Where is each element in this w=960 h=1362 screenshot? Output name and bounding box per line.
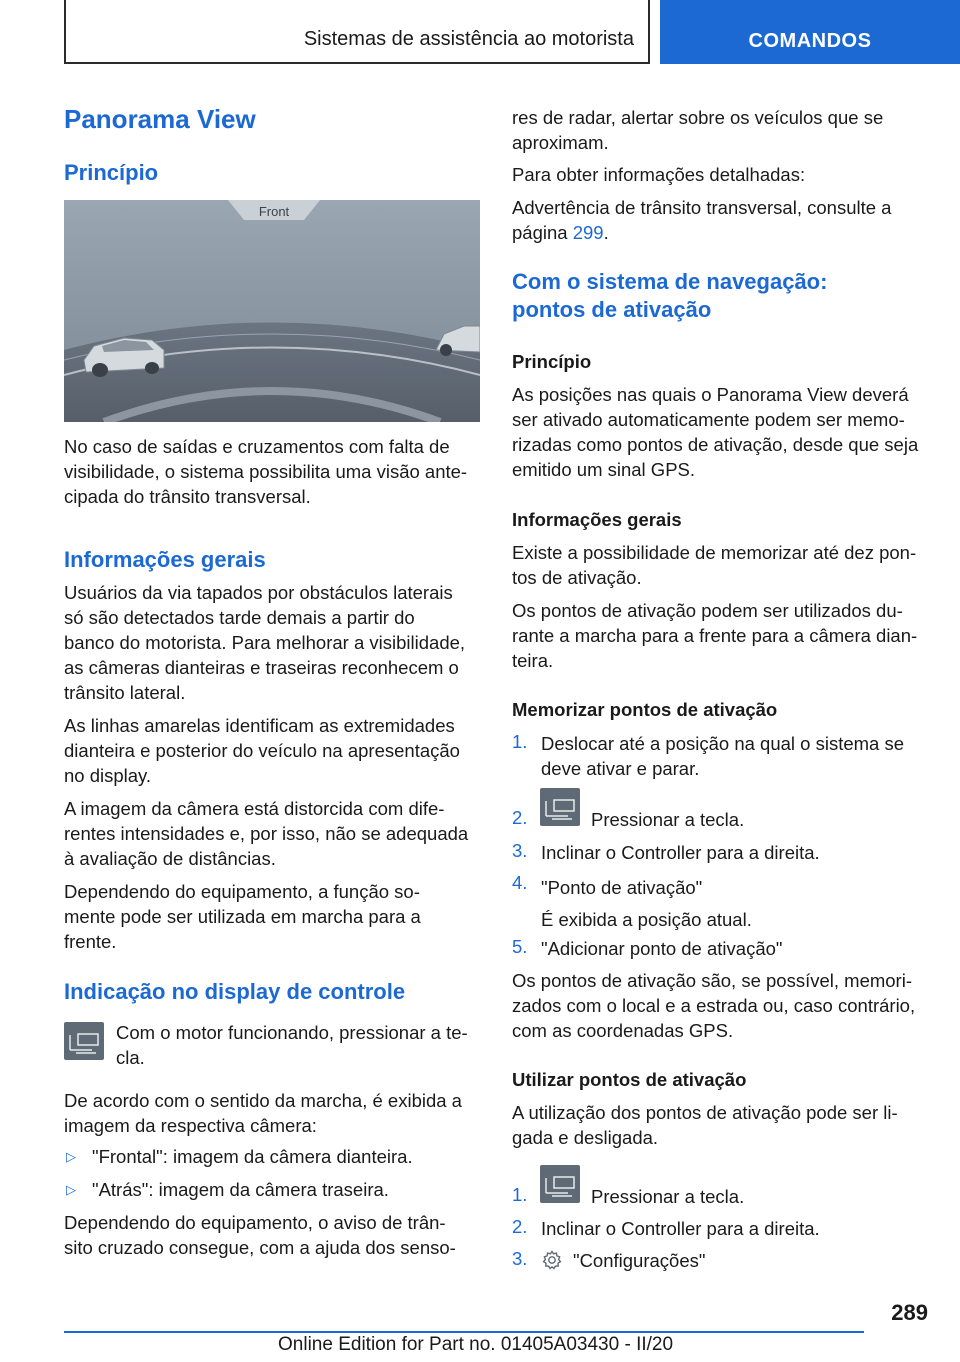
display-p2: Dependendo do equipamento, o aviso de trân‐ sito cruzado consegue, com a ajuda dos senso‐ [64,1212,456,1258]
page-title: Panorama View [64,104,256,134]
nav-principle-text: As posições nas quais o Panorama View deverá ser ativado automaticamente podem ser memo‐ rizadas como pontos de ativação, desde que seja emitido um sinal GPS. [512,384,919,480]
step-number: 1. [512,731,528,752]
display-p1: De acordo com o sentido da marcha, é exibida a imagem da respectiva câmera: [64,1090,462,1136]
store-after-text: Os pontos de ativação são, se possível, memori‐ zados com o local e a estrada ou, caso contrário, com as coordenadas GPS. [512,970,916,1041]
use-heading: Utilizar pontos de ativação [512,1069,747,1090]
header-chapter-label: COMANDOS [748,30,872,52]
store-heading: Memorizar pontos de ativação [512,699,778,720]
bullet-triangle-icon: ▷ [66,1149,76,1164]
principle-text: No caso de saídas e cruzamentos com falta de visibilidade, o sistema possibilita uma visão ante‐ cipada do trânsito transversal. [64,436,468,507]
camera-key-icon [540,788,580,826]
nav-principle-heading: Princípio [512,351,592,372]
step-text: "Configurações" [573,1250,706,1271]
step-text: "Ponto de ativação" É exibida a posição atual. [541,877,752,930]
step-number: 3. [512,1248,528,1269]
nav-general-p1: Existe a possibilidade de memorizar até dez pon‐ tos de ativação. [512,542,917,588]
display-heading: Indicação no display de controle [64,979,406,1004]
bullet-item: "Frontal": imagem da câmera dianteira. [92,1146,413,1167]
camera-front-label: Front [258,204,290,219]
general-info-p1: Usuários da via tapados por obstáculos laterais só são detectados tarde demais a partir do banco do motorista. Para melhorar a visibilidade, as câmeras dianteiras e traseiras reconhecem o trânsito lateral. [64,582,466,703]
use-text: A utilização dos pontos de ativação pode ser li‐ gada e desligada. [512,1102,898,1148]
header-section-title: Sistemas de assistência ao motorista [303,28,634,50]
display-key-text: Com o motor funcionando, pressionar a te‐ cla. [116,1022,468,1068]
footer-edition: Online Edition for Part no. 01405A03430 - II/20 [278,1334,674,1355]
bullet-item: "Atrás": imagem da câmera traseira. [92,1179,389,1200]
step-text: Deslocar até a posição na qual o sistema se deve ativar e parar. [541,733,905,779]
step-number: 3. [512,840,528,861]
continued-text: res de radar, alertar sobre os veículos que se aproximam. [512,107,884,153]
camera-key-icon [540,1165,580,1203]
panorama-camera-image [64,200,480,422]
page-link-299[interactable]: 299 [572,222,604,243]
step-number: 1. [512,1184,528,1205]
step-text: Pressionar a tecla. [591,809,745,830]
warning-reference: Advertência de trânsito transversal, consulte a página 299. [512,197,892,243]
general-info-heading: Informações gerais [64,547,266,572]
step-number: 2. [512,1216,528,1237]
header-chapter-tab[interactable] [660,0,960,64]
step-number: 4. [512,872,528,893]
step-number: 5. [512,936,528,957]
step-text: Inclinar o Controller para a direita. [541,1218,820,1239]
info-detail-text: Para obter informações detalhadas: [512,164,806,185]
principle-heading: Princípio [64,160,159,185]
step-text: Pressionar a tecla. [591,1186,745,1207]
header-section-box [64,0,650,64]
general-info-p3: A imagem da câmera está distorcida com dife‐ rentes intensidades e, por isso, não se adequada à avaliação de distâncias. [64,798,469,869]
bullet-triangle-icon: ▷ [66,1182,76,1197]
nav-general-heading: Informações gerais [512,509,682,530]
page-number: 289 [891,1300,928,1325]
step-text: Inclinar o Controller para a direita. [541,842,820,863]
footer-divider [64,1331,864,1333]
camera-key-icon [64,1022,104,1060]
general-info-p4: Dependendo do equipamento, a função so‐ mente pode ser utilizada em marcha para a frente. [64,881,421,952]
general-info-p2: As linhas amarelas identificam as extremidades dianteira e posterior do veículo na apresentação no display. [64,715,460,786]
gear-icon [541,1249,563,1271]
step-text: "Adicionar ponto de ativação" [541,938,783,959]
nav-general-p2: Os pontos de ativação podem ser utilizados du‐ rante a marcha para a frente para a câmera dian‐ teira. [512,600,918,671]
nav-heading: Com o sistema de navegação: pontos de ativação [512,269,828,322]
step-number: 2. [512,807,528,828]
